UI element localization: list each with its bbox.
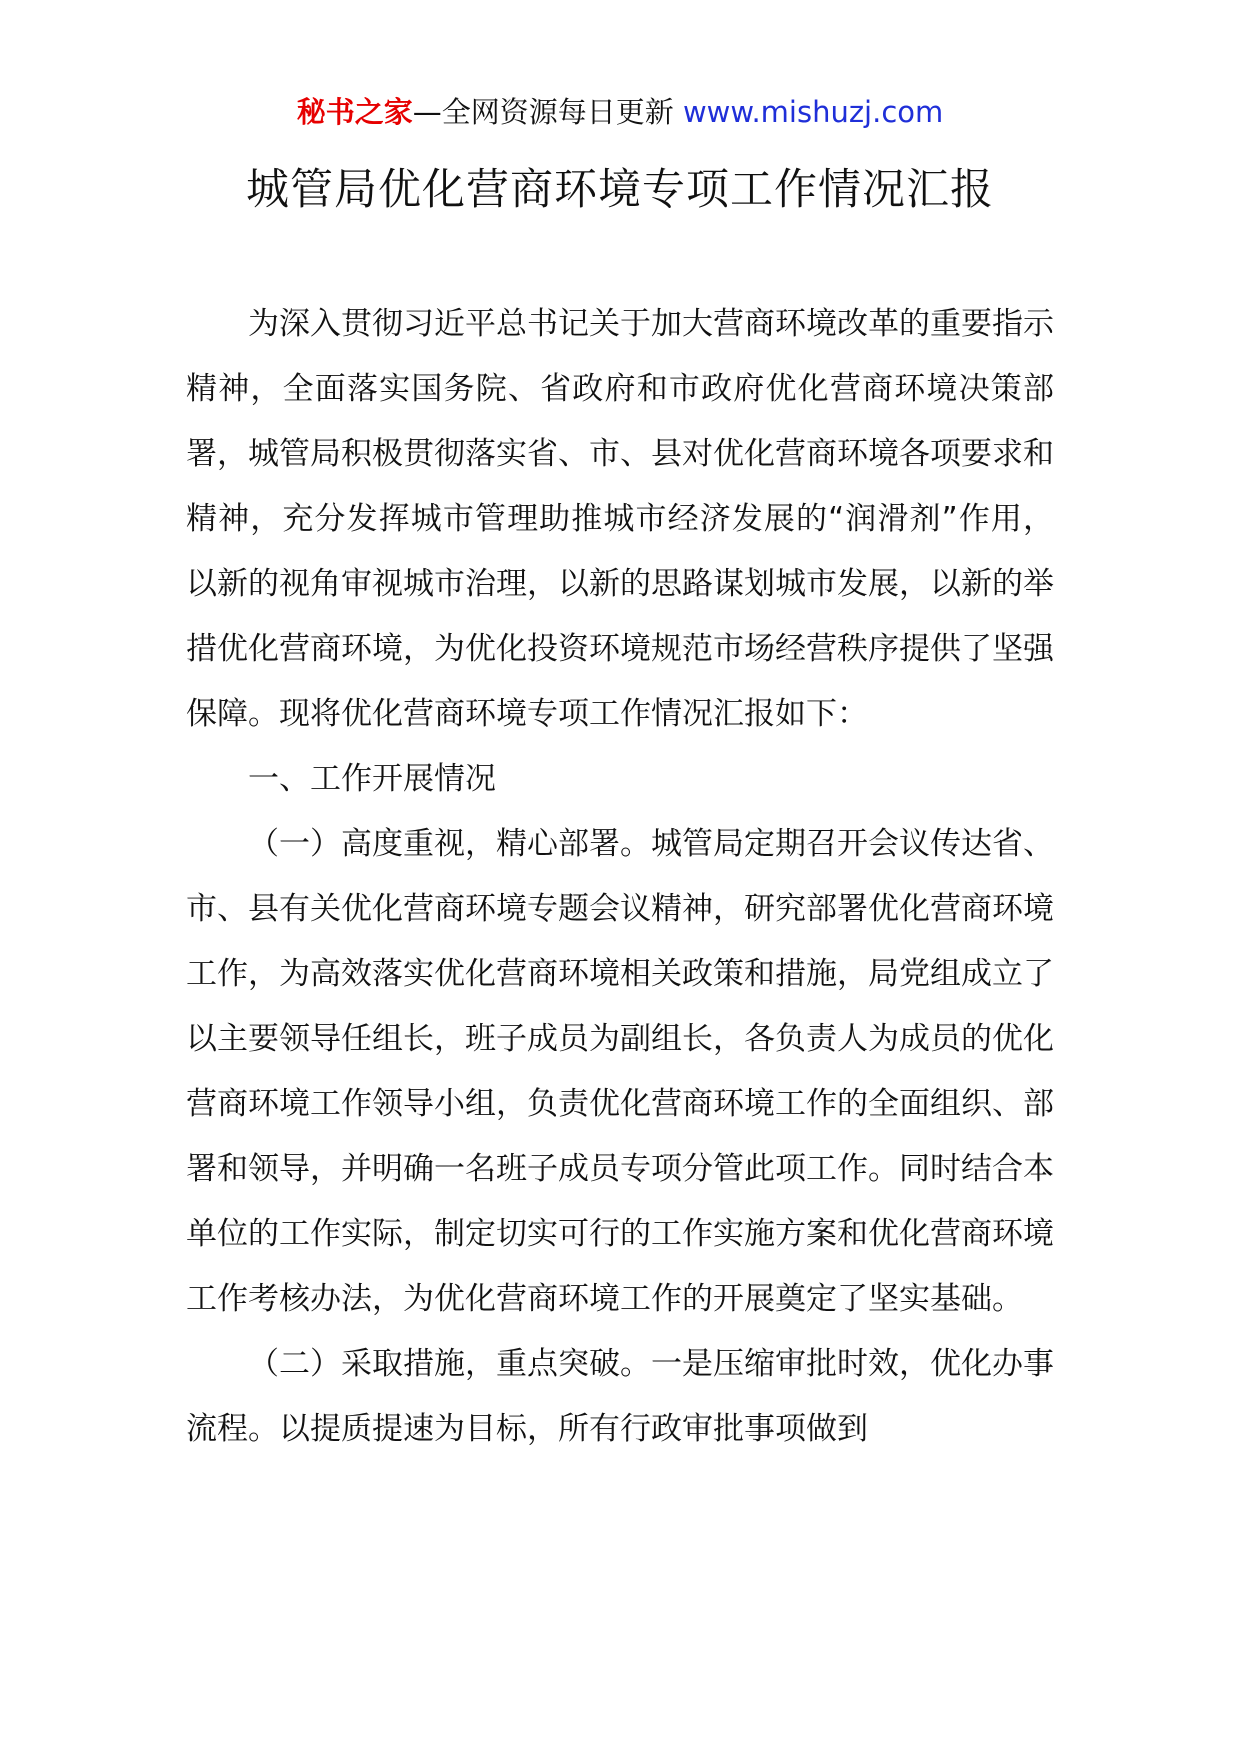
intro-paragraph: 为深入贯彻习近平总书记关于加大营商环境改革的重要指示精神，全面落实国务院、省政府和市政府优化营商环境决策部署，城管局积极贯彻落实省、市、县对优化营商环境各项要求和精神，充分发挥城市管理助推城市经济发展的“润滑剂”作用，以新的视角审视城市治理，以新的思路谋划城市发展，以新的举措优化营商环境，为优化投资环境规范市场经营秩序提供了坚强保障。现将优化营商环境专项工作情况汇报如下： — [186, 306, 1054, 732]
section-heading: 一、工作开展情况 — [248, 761, 496, 797]
subsection-paragraph: （一）高度重视，精心部署。城管局定期召开会议传达省、市、县有关优化营商环境专题会议精神，研究部署优化营商环境工作，为高效落实优化营商环境相关政策和措施，局党组成立了以主要领导任组长，班子成员为副组长，各负责人为成员的优化营商环境工作领导小组，负责优化营商环境工作的全面组织、部署和领导，并明确一名班子成员专项分管此项工作。同时结合本单位的工作实际，制定切实可行的工作实施方案和优化营商环境工作考核办法，为优化营商环境工作的开展奠定了坚实基础。 — [186, 826, 1054, 1317]
site-url-link[interactable]: www.mishuzj.com — [682, 95, 944, 129]
site-tagline: —全网资源每日更新 — [412, 95, 674, 129]
site-name: 秘书之家 — [296, 95, 413, 129]
subsection-paragraph: （二）采取措施，重点突破。一是压缩审批时效，优化办事流程。以提质提速为目标，所有行政审批事项做到 — [186, 1346, 1054, 1447]
site-header — [0, 92, 1240, 132]
document-body — [186, 292, 1054, 1462]
document-title: 城管局优化营商环境专项工作情况汇报 — [246, 165, 994, 215]
